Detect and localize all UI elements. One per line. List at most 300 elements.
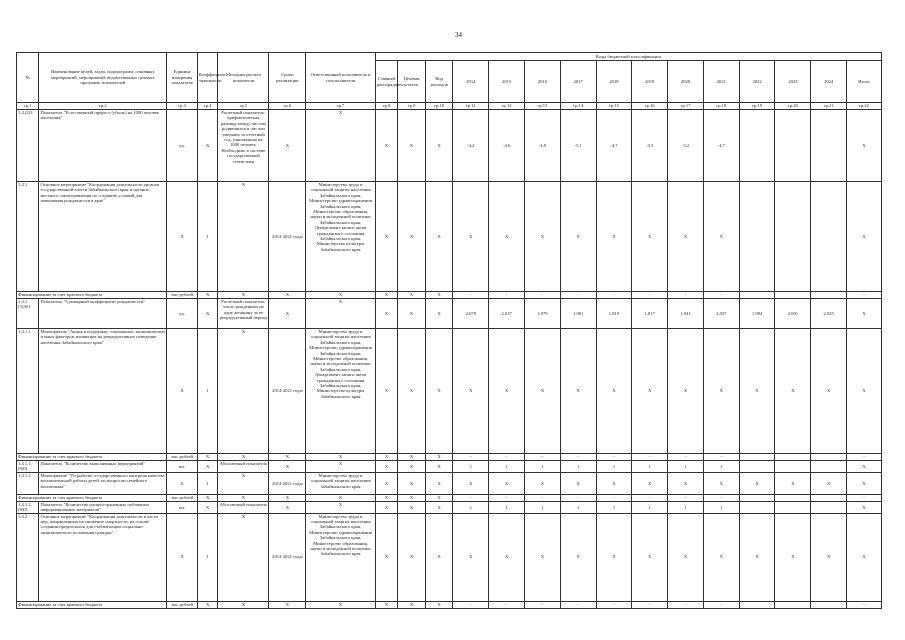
year-value-cell: -4,7 xyxy=(596,110,632,182)
total-cell: Х xyxy=(847,501,882,513)
term-cell: Х xyxy=(269,601,306,608)
year-value-cell: - xyxy=(489,454,525,461)
year-value-cell: - xyxy=(489,494,525,501)
year-value-cell: - xyxy=(525,292,561,299)
gr-cell: Х xyxy=(375,110,397,182)
year-value-cell: 1,941 xyxy=(668,299,704,329)
year-value-cell: 1 xyxy=(560,501,596,513)
column-number: гр.21 xyxy=(811,103,847,110)
expense-cell: Х xyxy=(425,182,453,292)
unit-cell: тыс.рублей xyxy=(167,454,198,461)
executor-cell: Х xyxy=(306,501,376,513)
year-value-cell: Х xyxy=(811,472,847,494)
target-cell: Х xyxy=(398,110,426,182)
row-name: Показатель "Количество выполненных мероприятий" xyxy=(39,461,167,473)
header-coef: Коэффициент значимости xyxy=(197,53,217,103)
year-value-cell: Х xyxy=(525,513,561,601)
row-number: 1.4.(2)3 xyxy=(17,110,39,182)
column-number: гр.16 xyxy=(632,103,668,110)
target-cell: Х xyxy=(398,329,426,454)
column-number: гр.9 xyxy=(398,103,426,110)
header-method: Методика расчета показателя xyxy=(218,53,269,103)
row-name: Показатель "Суммарный коэффициент рождаемости" xyxy=(39,299,167,329)
coef-cell: 1 xyxy=(197,182,217,292)
year-value-cell: Х xyxy=(525,182,561,292)
expense-cell: Х xyxy=(425,110,453,182)
year-value-cell: - xyxy=(668,292,704,299)
year-value-cell: 1 xyxy=(703,501,739,513)
table-row xyxy=(17,110,882,182)
header-year: 2020 xyxy=(668,61,704,103)
column-number: гр.12 xyxy=(489,103,525,110)
column-number: гр.18 xyxy=(703,103,739,110)
unit-cell: Х xyxy=(167,513,198,601)
expense-cell: Х xyxy=(425,601,453,608)
header-no: № xyxy=(17,53,39,103)
year-value-cell xyxy=(739,182,775,292)
year-value-cell xyxy=(811,601,847,608)
executor-cell: Х xyxy=(306,110,376,182)
method-cell: Х xyxy=(218,513,269,601)
row-number: 1.4.1.2. (8)01 xyxy=(17,501,39,513)
target-cell: Х xyxy=(398,494,426,501)
column-number: гр.22 xyxy=(847,103,882,110)
year-value-cell: Х xyxy=(489,472,525,494)
year-value-cell: Х xyxy=(596,329,632,454)
year-value-cell: 2,037 xyxy=(703,299,739,329)
year-value-cell: - xyxy=(489,292,525,299)
year-value-cell xyxy=(739,601,775,608)
financing-row xyxy=(17,292,882,299)
year-value-cell: 1 xyxy=(489,461,525,473)
target-cell: Х xyxy=(398,454,426,461)
column-number: гр.1 xyxy=(17,103,39,110)
header-year: 2015 xyxy=(489,61,525,103)
target-cell: Х xyxy=(398,182,426,292)
year-value-cell: - xyxy=(596,454,632,461)
year-value-cell: - xyxy=(668,454,704,461)
table-row xyxy=(17,513,882,601)
year-value-cell: Х xyxy=(632,182,668,292)
column-number: гр.2 xyxy=(39,103,167,110)
target-cell: Х xyxy=(398,601,426,608)
total-cell: Х xyxy=(847,513,882,601)
column-number: гр.14 xyxy=(560,103,596,110)
term-cell: Х xyxy=(269,299,306,329)
row-name: Показатель "Количество распространенных публичных информационных материалов" xyxy=(39,501,167,513)
total-cell: - xyxy=(847,494,882,501)
executor-cell: Х xyxy=(306,292,376,299)
gr-cell: Х xyxy=(375,299,397,329)
method-cell: Х xyxy=(218,329,269,454)
year-value-cell: 1,817 xyxy=(632,299,668,329)
row-name: Показатель "Естественный прирост (убыль) на 1000 человек населения" xyxy=(39,110,167,182)
year-value-cell: Х xyxy=(668,329,704,454)
gr-cell: Х xyxy=(375,461,397,473)
term-cell: Х xyxy=(269,494,306,501)
unit-cell: Х xyxy=(167,472,198,494)
year-value-cell: Х xyxy=(739,513,775,601)
year-value-cell xyxy=(739,501,775,513)
expense-cell: Х xyxy=(425,299,453,329)
year-value-cell: - xyxy=(453,494,489,501)
total-cell: Х xyxy=(847,461,882,473)
gr-cell: Х xyxy=(375,601,397,608)
year-value-cell: - xyxy=(703,601,739,608)
year-value-cell: 1 xyxy=(453,461,489,473)
coef-cell: Х xyxy=(197,461,217,473)
year-value-cell: Х xyxy=(489,329,525,454)
year-value-cell: - xyxy=(453,601,489,608)
year-value-cell: -4,2 xyxy=(453,110,489,182)
header-year: 2023 xyxy=(775,61,811,103)
row-number: 1.4.1 xyxy=(17,182,39,292)
table-row xyxy=(17,501,882,513)
header-total: Итого xyxy=(847,61,882,103)
year-value-cell: - xyxy=(560,454,596,461)
column-number-row xyxy=(17,103,882,110)
column-number: гр.17 xyxy=(668,103,704,110)
year-value-cell xyxy=(739,110,775,182)
year-value-cell: Х xyxy=(703,182,739,292)
total-cell: Х xyxy=(847,182,882,292)
year-value-cell: Х xyxy=(668,513,704,601)
executor-cell: Х xyxy=(306,299,376,329)
header-gr: Главный распорядитель xyxy=(375,61,397,103)
year-value-cell: 1 xyxy=(668,501,704,513)
year-value-cell: Х xyxy=(775,329,811,454)
year-value-cell xyxy=(775,292,811,299)
gr-cell: Х xyxy=(375,182,397,292)
table-row xyxy=(17,182,882,292)
header-year: 2022 xyxy=(739,61,775,103)
method-cell: Х xyxy=(218,472,269,494)
year-value-cell: - xyxy=(632,601,668,608)
header-year: 2019 xyxy=(632,61,668,103)
year-value-cell: - xyxy=(668,601,704,608)
term-cell: 2014-2021 годы xyxy=(269,513,306,601)
year-value-cell: -3,2 xyxy=(668,110,704,182)
column-number: гр.19 xyxy=(739,103,775,110)
year-value-cell: Х xyxy=(632,329,668,454)
term-cell: 2014-2021 годы xyxy=(269,472,306,494)
financing-row xyxy=(17,494,882,501)
gr-cell: Х xyxy=(375,292,397,299)
gr-cell: Х xyxy=(375,472,397,494)
unit-cell: Х xyxy=(167,329,198,454)
year-value-cell: Х xyxy=(632,513,668,601)
financing-label: Финансирование за счет краевого бюджета xyxy=(17,292,167,299)
executor-cell: Х xyxy=(306,454,376,461)
table-row xyxy=(17,299,882,329)
year-value-cell: Х xyxy=(811,329,847,454)
year-value-cell: Х xyxy=(739,329,775,454)
coef-cell: Х xyxy=(197,299,217,329)
unit-cell: шт. xyxy=(167,461,198,473)
total-cell: Х xyxy=(847,110,882,182)
table-row xyxy=(17,329,882,454)
term-cell: Х xyxy=(269,501,306,513)
column-number: гр.3 xyxy=(167,103,198,110)
column-number: гр.4 xyxy=(197,103,217,110)
year-value-cell: 1 xyxy=(632,461,668,473)
header-target: Целевая статья xyxy=(398,61,426,103)
year-value-cell: - xyxy=(632,494,668,501)
year-value-cell xyxy=(811,182,847,292)
year-value-cell: Х xyxy=(453,182,489,292)
total-cell: Х xyxy=(847,329,882,454)
unit-cell: тыс.рублей xyxy=(167,292,198,299)
method-cell: Расчетный показатель: число рожденных на одну женщину за ее репродуктивный период xyxy=(218,299,269,329)
executor-cell: Х xyxy=(306,601,376,608)
year-value-cell: 1 xyxy=(703,461,739,473)
method-cell: Абсолютный показатель xyxy=(218,501,269,513)
year-value-cell xyxy=(739,454,775,461)
unit-cell: шт. xyxy=(167,501,198,513)
target-cell: Х xyxy=(398,292,426,299)
term-cell: 2014-2021 годы xyxy=(269,329,306,454)
gr-cell: Х xyxy=(375,501,397,513)
expense-cell: Х xyxy=(425,461,453,473)
total-cell: - xyxy=(847,601,882,608)
unit-cell: Х xyxy=(167,182,198,292)
coef-cell: Х xyxy=(197,601,217,608)
gr-cell: Х xyxy=(375,494,397,501)
coef-cell: 1 xyxy=(197,472,217,494)
year-value-cell: 1 xyxy=(560,461,596,473)
method-cell: Абсолютный показатель xyxy=(218,461,269,473)
executor-cell: Министерство труда и социальной защиты населения Забайкальского края xyxy=(306,472,376,494)
expense-cell: Х xyxy=(425,501,453,513)
column-number: гр.8 xyxy=(375,103,397,110)
table-row xyxy=(17,472,882,494)
target-cell: Х xyxy=(398,501,426,513)
gr-cell: Х xyxy=(375,513,397,601)
table-row xyxy=(17,461,882,473)
column-number: гр.10 xyxy=(425,103,453,110)
year-value-cell: 1 xyxy=(525,501,561,513)
unit-cell: тыс.рублей xyxy=(167,494,198,501)
expense-cell: Х xyxy=(425,472,453,494)
header-year: 2018 xyxy=(596,61,632,103)
year-value-cell: Х xyxy=(703,329,739,454)
year-value-cell: 1 xyxy=(453,501,489,513)
financing-row xyxy=(17,454,882,461)
page-number: 34 xyxy=(455,31,462,39)
year-value-cell xyxy=(775,494,811,501)
year-value-cell: - xyxy=(596,292,632,299)
coef-cell: Х xyxy=(197,454,217,461)
year-value-cell xyxy=(775,454,811,461)
row-number: 1.4.1.1. (8)01 xyxy=(17,461,39,473)
total-cell: - xyxy=(847,292,882,299)
year-value-cell: Х xyxy=(739,472,775,494)
executor-cell: Х xyxy=(306,461,376,473)
term-cell: Х xyxy=(269,292,306,299)
year-value-cell: - xyxy=(703,292,739,299)
header-year: 2016 xyxy=(525,61,561,103)
year-value-cell xyxy=(775,461,811,473)
column-number: гр.7 xyxy=(306,103,376,110)
year-value-cell: -4,7 xyxy=(703,110,739,182)
unit-cell: ед. xyxy=(167,299,198,329)
year-value-cell: 1,984 xyxy=(739,299,775,329)
column-number: гр.11 xyxy=(453,103,489,110)
row-name: Основное мероприятие "Координация деятельности в части мер, направленных на снижение смертности, на основе создания предпосылок для стабилизации социально-экономического положения граждан" xyxy=(39,513,167,601)
year-value-cell: Х xyxy=(560,329,596,454)
target-cell: Х xyxy=(398,299,426,329)
year-value-cell: 1,979 xyxy=(525,299,561,329)
year-value-cell: 2,037 xyxy=(489,299,525,329)
expense-cell: Х xyxy=(425,454,453,461)
year-value-cell: 2,079 xyxy=(453,299,489,329)
gr-cell: Х xyxy=(375,454,397,461)
year-value-cell: Х xyxy=(703,472,739,494)
year-value-cell xyxy=(775,501,811,513)
header-executor: Ответственный исполнитель и соисполнители xyxy=(306,53,376,103)
header-name: Наименование целей, задач, подпрограмм, основных мероприятий, мероприятий, ведомственных целевых программ, показателей xyxy=(39,53,167,103)
expense-cell: Х xyxy=(425,494,453,501)
header-expense: Вид расходов xyxy=(425,61,453,103)
year-value-cell: - xyxy=(453,292,489,299)
year-value-cell: Х xyxy=(453,513,489,601)
gr-cell: Х xyxy=(375,329,397,454)
program-table xyxy=(16,52,882,609)
year-value-cell: Х xyxy=(453,472,489,494)
year-value-cell: 2,025 xyxy=(811,299,847,329)
year-value-cell: 1,901 xyxy=(560,299,596,329)
year-value-cell: - xyxy=(525,494,561,501)
year-value-cell: 2,001 xyxy=(775,299,811,329)
row-number: 1.4.1.1 xyxy=(17,329,39,454)
year-value-cell xyxy=(811,292,847,299)
year-value-cell xyxy=(775,110,811,182)
method-cell: Х xyxy=(218,454,269,461)
target-cell: Х xyxy=(398,513,426,601)
year-value-cell: Х xyxy=(489,182,525,292)
year-value-cell: 1 xyxy=(596,501,632,513)
year-value-cell: - xyxy=(560,601,596,608)
year-value-cell: 1 xyxy=(668,461,704,473)
row-name: Мероприятие "Устройство государственного контроля качества воспитательной работы детей, по вопросам семейного воспитания" xyxy=(39,472,167,494)
header-year: 2014 xyxy=(453,61,489,103)
coef-cell: Х xyxy=(197,501,217,513)
year-value-cell: Х xyxy=(560,513,596,601)
method-cell: Расчетный показатель: арифметическая разница между числом родившихся и числом умерших за отчетный год, умноженная на 1000 человек. Необходимо в системе государственной статистики xyxy=(218,110,269,182)
year-value-cell: - xyxy=(668,494,704,501)
year-value-cell: 1 xyxy=(596,461,632,473)
year-value-cell xyxy=(811,494,847,501)
year-value-cell: -5,1 xyxy=(560,110,596,182)
total-cell: Х xyxy=(847,299,882,329)
row-number: 1.4.1.2 xyxy=(17,472,39,494)
financing-label: Финансирование за счет краевого бюджета xyxy=(17,494,167,501)
coef-cell: 1 xyxy=(197,329,217,454)
year-value-cell xyxy=(739,461,775,473)
header-unit: Единица измерения показателя xyxy=(167,53,198,103)
year-value-cell xyxy=(811,461,847,473)
year-value-cell xyxy=(811,110,847,182)
year-value-cell: Х xyxy=(775,472,811,494)
column-number: гр.13 xyxy=(525,103,561,110)
year-value-cell: - xyxy=(453,454,489,461)
term-cell: 2014-2021 годы xyxy=(269,182,306,292)
header-year: 2024 xyxy=(811,61,847,103)
header-year: 2021 xyxy=(703,61,739,103)
year-value-cell: Х xyxy=(525,472,561,494)
year-value-cell xyxy=(739,494,775,501)
row-number: 1.4.1. (3)301 xyxy=(17,299,39,329)
year-value-cell: Х xyxy=(560,182,596,292)
year-value-cell: - xyxy=(525,454,561,461)
year-value-cell: -4,6 xyxy=(489,110,525,182)
year-value-cell xyxy=(775,601,811,608)
financing-row xyxy=(17,601,882,608)
row-name: Мероприятие "Акция в поддержку социальных, экономических и иных факторов, влияющих на репродуктивное поведение населения Забайкальского края" xyxy=(39,329,167,454)
row-name: Основное мероприятие "Координация деятельности органов государственной власти Забайкальского края и органов местного самоуправления по созданию условий для повышения рождаемости в крае" xyxy=(39,182,167,292)
term-cell: Х xyxy=(269,110,306,182)
year-value-cell: - xyxy=(525,601,561,608)
header-budget-codes: Коды бюджетной классификации xyxy=(375,53,881,61)
year-value-cell: Х xyxy=(596,182,632,292)
column-number: гр.20 xyxy=(775,103,811,110)
financing-label: Финансирование за счет краевого бюджета xyxy=(17,454,167,461)
executor-cell: Министерство труда и социальной защиты населения Забайкальского края, Министерство здравоохранения Забайкальского края, Министерство образования, науки и молодежной политики Забайкальского края xyxy=(306,513,376,601)
column-number: гр.5 xyxy=(218,103,269,110)
year-value-cell: 1,819 xyxy=(596,299,632,329)
table-body xyxy=(17,110,882,609)
year-value-cell: Х xyxy=(560,472,596,494)
method-cell: Х xyxy=(218,292,269,299)
year-value-cell: Х xyxy=(775,513,811,601)
year-value-cell: Х xyxy=(811,513,847,601)
term-cell: Х xyxy=(269,461,306,473)
year-value-cell: Х xyxy=(596,472,632,494)
year-value-cell: - xyxy=(632,454,668,461)
year-value-cell xyxy=(811,501,847,513)
total-cell: Х xyxy=(847,472,882,494)
year-value-cell: 1 xyxy=(525,461,561,473)
executor-cell: Министерство труда и социальной защиты населения Забайкальского края, Министерство здравоохранения Забайкальского края, Министерство образования, науки и молодежной политики Забайкальского края, Департамент записи актов гражданского состояния Забайкальского края, Министерство культуры Забайкальского края xyxy=(306,182,376,292)
year-value-cell: - xyxy=(560,292,596,299)
year-value-cell: - xyxy=(703,454,739,461)
expense-cell: Х xyxy=(425,292,453,299)
coef-cell: 1 xyxy=(197,513,217,601)
year-value-cell: 1 xyxy=(489,501,525,513)
year-value-cell: Х xyxy=(596,513,632,601)
method-cell: Х xyxy=(218,601,269,608)
year-value-cell: Х xyxy=(703,513,739,601)
table-header xyxy=(17,53,882,110)
method-cell: Х xyxy=(218,494,269,501)
year-value-cell: Х xyxy=(632,472,668,494)
target-cell: Х xyxy=(398,472,426,494)
executor-cell: Х xyxy=(306,494,376,501)
target-cell: Х xyxy=(398,461,426,473)
year-value-cell xyxy=(739,292,775,299)
executor-cell: Министерство труда и социальной защиты населения Забайкальского края, Министерство здравоохранения Забайкальского края, Министерство образования, науки и молодежной политики Забайкальского края, Департамент записи актов гражданского состояния Забайкальского края, Министерство культуры Забайкальского края xyxy=(306,329,376,454)
column-number: гр.15 xyxy=(596,103,632,110)
year-value-cell xyxy=(811,454,847,461)
year-value-cell: - xyxy=(489,601,525,608)
year-value-cell: Х xyxy=(453,329,489,454)
header-term: Сроки реализации xyxy=(269,53,306,103)
expense-cell: Х xyxy=(425,329,453,454)
total-cell: - xyxy=(847,454,882,461)
year-value-cell xyxy=(775,182,811,292)
year-value-cell: Х xyxy=(525,329,561,454)
year-value-cell: 1 xyxy=(632,501,668,513)
